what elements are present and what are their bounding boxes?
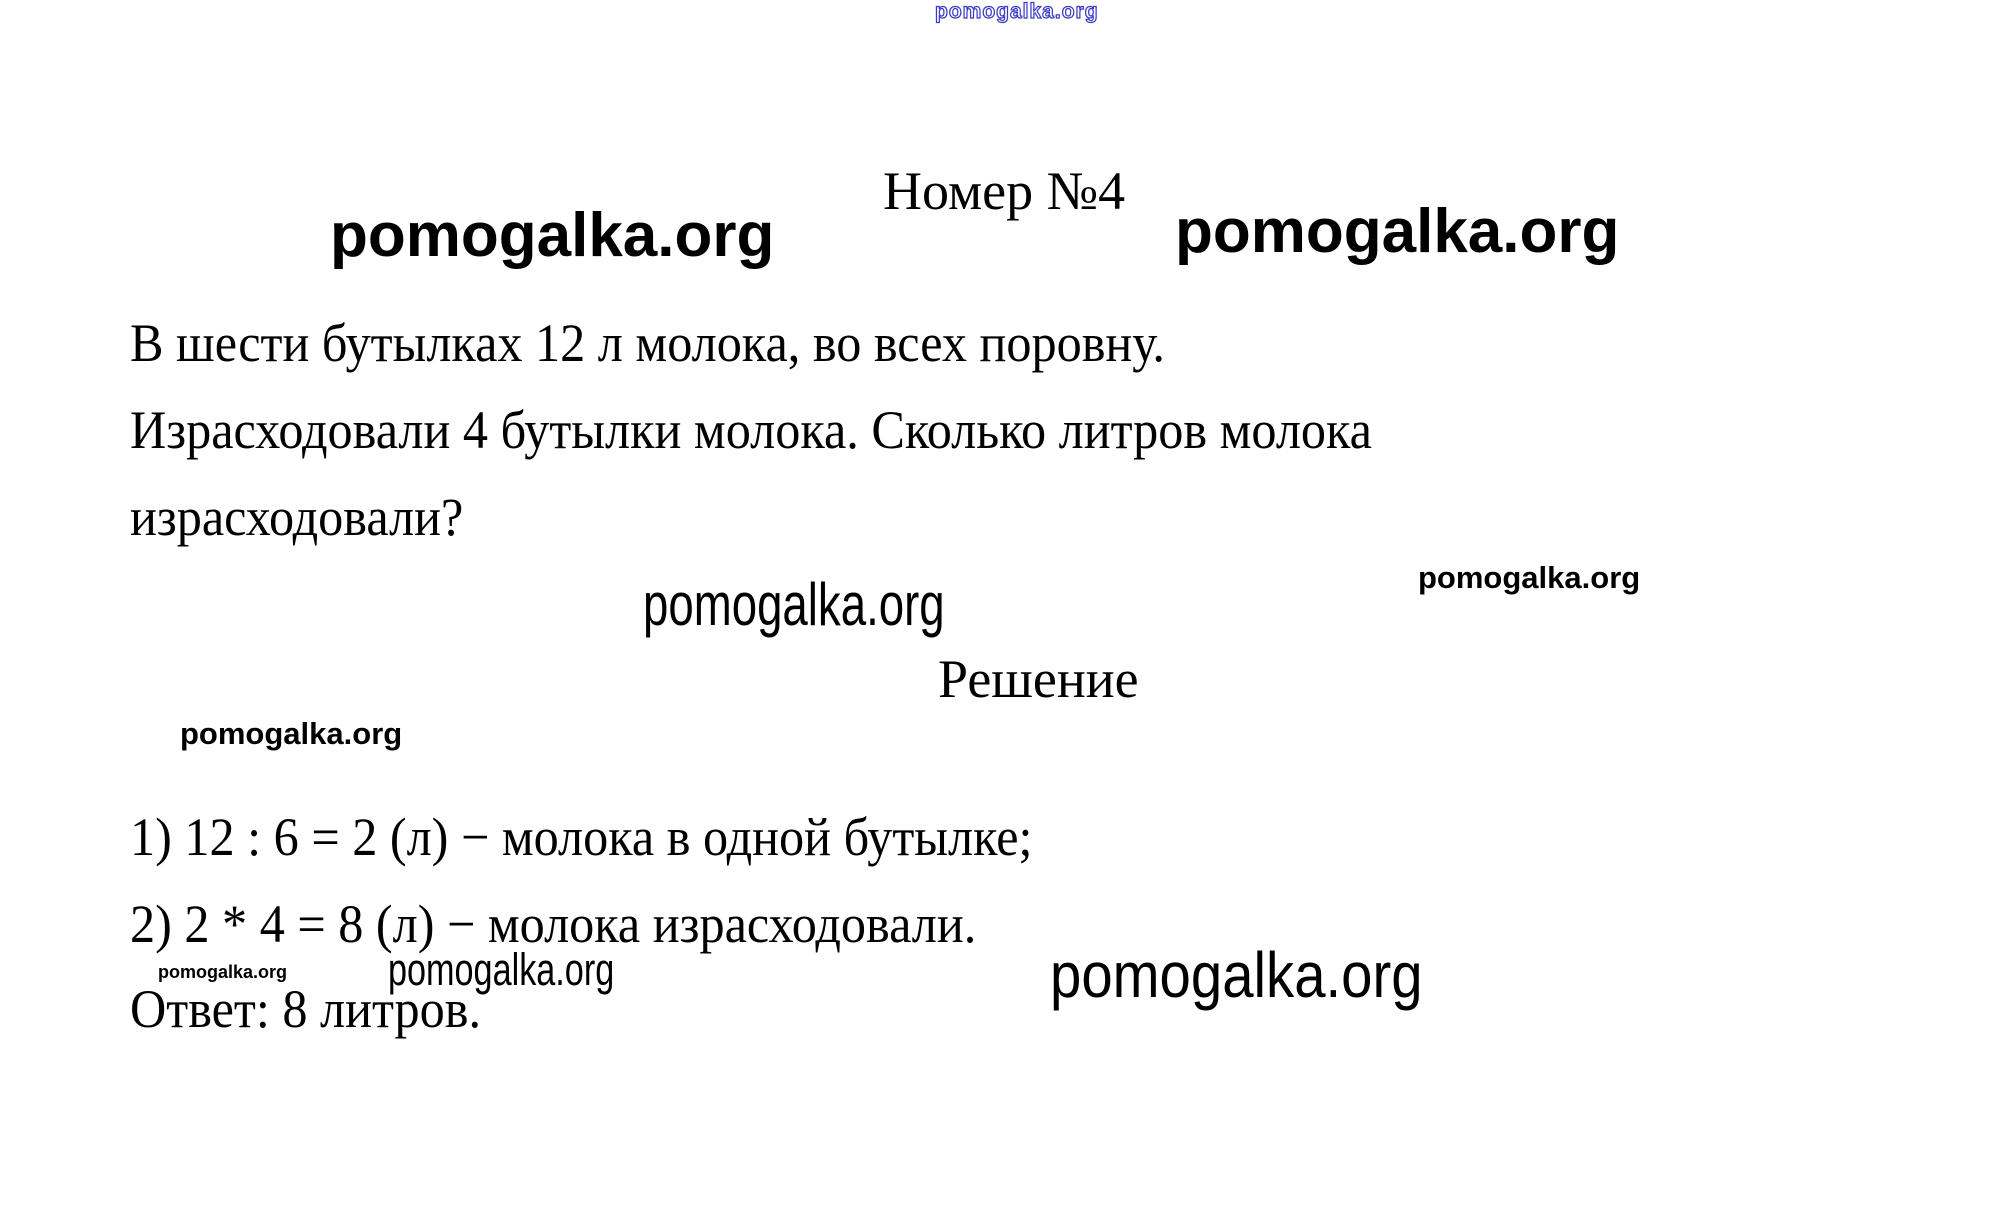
- watermark-middle-right: pomogalka.org: [1418, 560, 1641, 595]
- answer-text: Ответ: 8 литров.: [130, 979, 482, 1039]
- problem-text-line-1: В шести бутылках 12 л молока, во всех поровну.: [130, 313, 1165, 373]
- problem-text-line-2: Израсходовали 4 бутылки молока. Сколько литров молока: [130, 400, 1372, 460]
- watermark-left-small: pomogalka.org: [180, 716, 403, 751]
- solution-step-2: 2) 2 * 4 = 8 (л) − молока израсходовали.: [130, 894, 977, 954]
- watermark-middle-condensed: pomogalka.org: [643, 571, 945, 638]
- watermark-top-blue: pomogalka.org: [935, 0, 1099, 23]
- watermark-bottom-right: pomogalka.org: [1050, 939, 1423, 1011]
- problem-text-line-3: израсходовали?: [130, 487, 464, 547]
- watermark-header-left: pomogalka.org: [330, 201, 775, 270]
- solution-step-1: 1) 12 : 6 = 2 (л) − молока в одной бутылке;: [130, 807, 1033, 867]
- watermark-bottom-condensed: pomogalka.org: [388, 944, 615, 995]
- watermark-bottom-tiny: pomogalka.org: [158, 962, 288, 982]
- solution-heading: Решение: [938, 649, 1139, 709]
- watermark-header-right: pomogalka.org: [1175, 197, 1620, 266]
- page-title: Номер №4: [883, 161, 1126, 221]
